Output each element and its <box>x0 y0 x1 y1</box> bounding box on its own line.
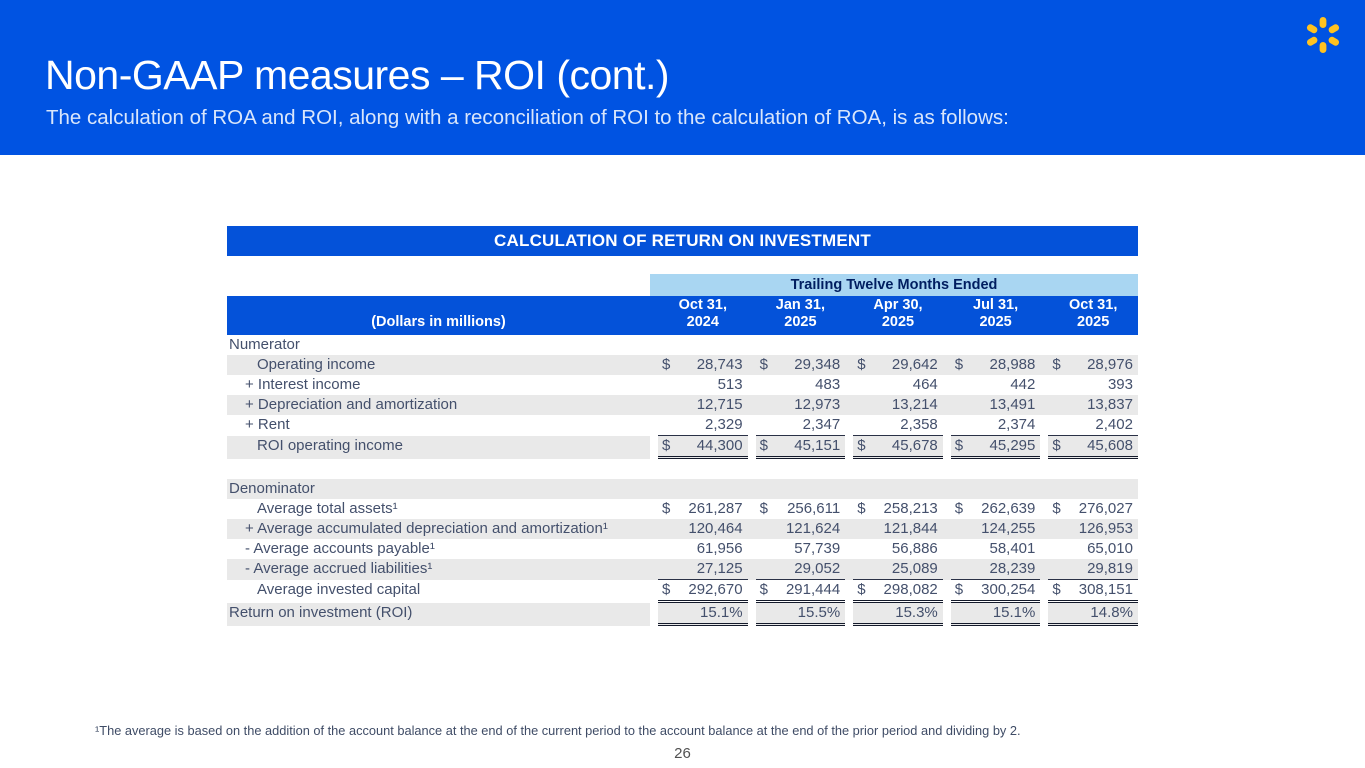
cell-value <box>951 335 1041 355</box>
cell-value: $ 45,295 <box>951 436 1041 459</box>
period-column-header: Apr 30, 2025 <box>873 297 923 330</box>
cell-value <box>756 335 846 355</box>
period-column-header: Jan 31, 2025 <box>775 297 825 330</box>
row-label: Denominator <box>229 480 315 497</box>
cell-value: 126,953 <box>1078 520 1133 537</box>
table-row <box>227 375 1138 395</box>
table-row <box>227 436 1138 459</box>
cell-value: 121,624 <box>785 520 841 537</box>
cell-value: 15.3% <box>853 603 943 626</box>
dollar-sign: $ <box>954 581 964 598</box>
cell-value: $ 291,444 <box>756 580 846 603</box>
period-column-header: Oct 31, 2025 <box>1068 297 1118 330</box>
table-spacer-row <box>227 459 1138 479</box>
row-label: - Average accounts payable¹ <box>245 540 435 557</box>
cell-value: $ 28,743 <box>662 356 743 373</box>
cell-value: 15.5% <box>756 603 846 626</box>
row-label: Operating income <box>257 356 376 373</box>
table-row <box>227 479 1138 499</box>
cell-value: 57,739 <box>794 540 841 557</box>
table-row <box>227 335 1138 355</box>
cell-value: $ 256,611 <box>759 500 841 517</box>
table-row <box>227 519 1138 539</box>
table-row <box>227 499 1138 519</box>
cell-value: 27,125 <box>658 559 748 580</box>
row-label: Average total assets¹ <box>257 500 398 517</box>
cell-value: 513 <box>717 376 743 393</box>
cell-value: 2,374 <box>951 415 1041 436</box>
cell-value <box>756 479 846 499</box>
dollar-sign: $ <box>1052 356 1061 373</box>
cell-value: $ 28,988 <box>954 356 1036 373</box>
cell-value: 2,358 <box>853 415 943 436</box>
cell-value: 464 <box>912 376 938 393</box>
dollar-sign: $ <box>662 437 671 454</box>
cell-value: 121,844 <box>883 520 938 537</box>
row-label: - Average accrued liabilities¹ <box>245 560 433 577</box>
cell-value <box>1048 479 1138 499</box>
cell-value <box>658 335 748 355</box>
cell-value: $ 292,670 <box>658 580 748 603</box>
cell-value: 15.1% <box>658 603 748 626</box>
dollar-sign: $ <box>759 356 768 373</box>
dollar-sign: $ <box>759 581 768 598</box>
table-row <box>227 395 1138 415</box>
cell-value: $ 308,151 <box>1048 580 1138 603</box>
table-row <box>227 580 1138 603</box>
row-label: + Rent <box>245 416 290 433</box>
period-column-header: Jul 31, 2025 <box>973 297 1019 330</box>
cell-value: 28,239 <box>951 559 1041 580</box>
cell-value: 15.1% <box>951 603 1041 626</box>
cell-value: $ 44,300 <box>658 436 748 459</box>
cell-value: $ 300,254 <box>951 580 1041 603</box>
table-row <box>227 415 1138 436</box>
cell-value: 14.8% <box>1048 603 1138 626</box>
cell-value: $ 28,976 <box>1052 356 1133 373</box>
cell-value: $ 258,213 <box>857 500 938 517</box>
row-label: Return on investment (ROI) <box>227 603 650 626</box>
cell-value: 61,956 <box>696 540 743 557</box>
cell-value: 58,401 <box>989 540 1036 557</box>
dollar-sign: $ <box>1052 437 1061 454</box>
cell-value: 29,819 <box>1048 559 1138 580</box>
cell-value: 393 <box>1107 376 1133 393</box>
dollar-sign: $ <box>662 500 671 517</box>
cell-value: 13,491 <box>989 396 1036 413</box>
cell-value <box>1048 335 1138 355</box>
cell-value: 2,402 <box>1048 415 1138 436</box>
span-header-row <box>227 274 1138 296</box>
cell-value: $ 45,608 <box>1048 436 1138 459</box>
label-column-header: (Dollars in millions) <box>371 314 506 330</box>
cell-value: 120,464 <box>688 520 743 537</box>
cell-value: 483 <box>815 376 841 393</box>
table-row <box>227 559 1138 580</box>
dollar-sign: $ <box>857 500 866 517</box>
table-spacer <box>227 256 1138 274</box>
title-banner <box>0 0 1365 155</box>
cell-value: 13,214 <box>891 396 938 413</box>
cell-value: 2,329 <box>658 415 748 436</box>
table-row <box>227 603 1138 626</box>
row-label: + Depreciation and amortization <box>245 396 458 413</box>
cell-value <box>853 479 943 499</box>
row-label: + Average accumulated depreciation and amortization¹ <box>245 520 608 537</box>
cell-value: 56,886 <box>891 540 938 557</box>
dollar-sign: $ <box>857 437 866 454</box>
walmart-spark-icon <box>1303 15 1343 55</box>
row-label: + Interest income <box>245 376 361 393</box>
cell-value <box>951 479 1041 499</box>
dollar-sign: $ <box>857 581 866 598</box>
dollar-sign: $ <box>954 437 964 454</box>
page-number: 26 <box>674 745 691 762</box>
cell-value <box>853 335 943 355</box>
cell-value: $ 29,642 <box>857 356 938 373</box>
table-title: CALCULATION OF RETURN ON INVESTMENT <box>227 226 1138 256</box>
cell-value: 124,255 <box>981 520 1036 537</box>
row-label: ROI operating income <box>227 436 650 459</box>
cell-value: $ 276,027 <box>1052 500 1133 517</box>
cell-value: $ 298,082 <box>853 580 943 603</box>
row-label: Average invested capital <box>257 581 421 598</box>
cell-value: 12,973 <box>794 396 841 413</box>
cell-value <box>658 479 748 499</box>
cell-value: $ 261,287 <box>662 500 743 517</box>
cell-value: $ 29,348 <box>759 356 841 373</box>
table-row <box>227 355 1138 375</box>
cell-value: $ 262,639 <box>954 500 1036 517</box>
dollar-sign: $ <box>662 581 671 598</box>
cell-value: 29,052 <box>756 559 846 580</box>
dollar-sign: $ <box>857 356 866 373</box>
dollar-sign: $ <box>1052 581 1061 598</box>
page-subtitle: The calculation of ROA and ROI, along with a reconciliation of ROI to the calculation of ROA, is as follows: <box>46 106 1009 129</box>
cell-value: 12,715 <box>696 396 743 413</box>
cell-value: 442 <box>1010 376 1036 393</box>
cell-value: 2,347 <box>756 415 846 436</box>
dollar-sign: $ <box>759 437 768 454</box>
dollar-sign: $ <box>662 356 671 373</box>
span-header: Trailing Twelve Months Ended <box>650 274 1138 296</box>
roi-calculation-table <box>227 226 1138 626</box>
table-row <box>227 539 1138 559</box>
cell-value: $ 45,151 <box>756 436 846 459</box>
page-title: Non-GAAP measures – ROI (cont.) <box>45 52 670 98</box>
cell-value: 13,837 <box>1087 396 1133 413</box>
cell-value: 65,010 <box>1087 540 1133 557</box>
dollar-sign: $ <box>759 500 768 517</box>
dollar-sign: $ <box>1052 500 1061 517</box>
dollar-sign: $ <box>954 500 964 517</box>
period-column-header: Oct 31, 2024 <box>678 297 727 330</box>
table-body <box>227 335 1138 626</box>
cell-value: $ 45,678 <box>853 436 943 459</box>
cell-value: 25,089 <box>853 559 943 580</box>
footnote: ¹The average is based on the addition of the account balance at the end of the current period to the account balance at the end of the prior period and dividing by 2. <box>95 723 1021 738</box>
row-label: Numerator <box>229 336 300 353</box>
dollar-sign: $ <box>954 356 964 373</box>
column-header-row <box>227 296 1138 335</box>
